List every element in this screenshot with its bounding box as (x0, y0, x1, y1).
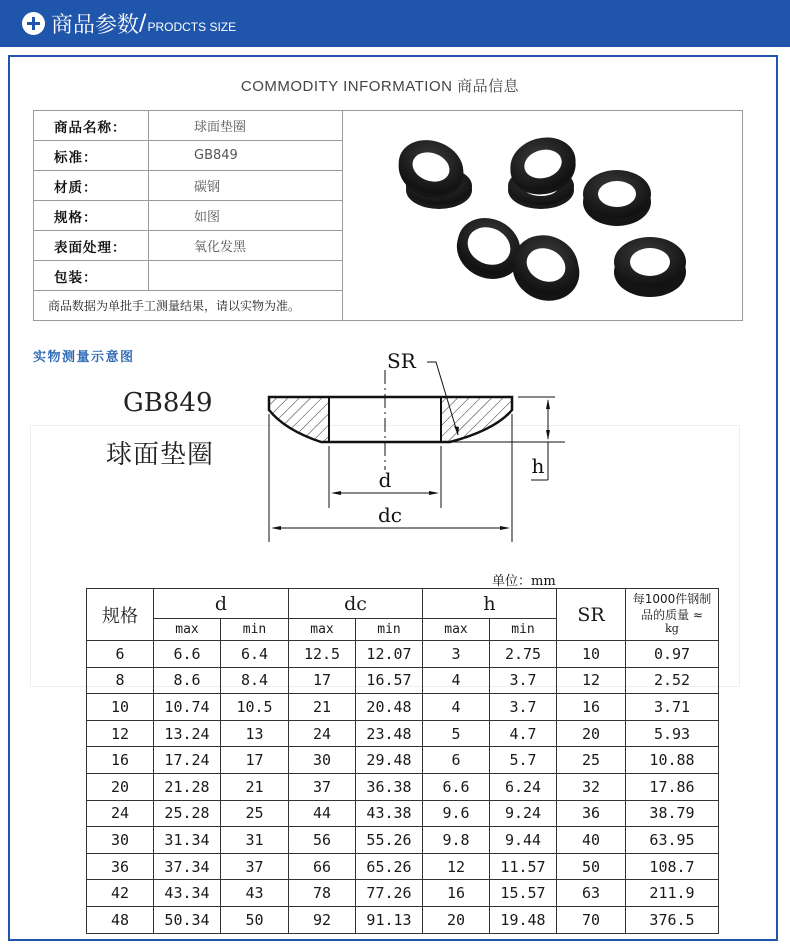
cell-dc-min: 16.57 (356, 667, 423, 694)
cell-dc-max: 56 (289, 827, 356, 854)
col-d-min: min (221, 619, 289, 641)
col-sr: SR (557, 589, 626, 641)
cell-sr: 63 (557, 880, 626, 907)
info-row (34, 111, 743, 141)
info-label: 规格： (34, 201, 149, 231)
cell-h-max: 3 (423, 641, 490, 668)
section-header (0, 0, 790, 47)
cell-h-max: 9.8 (423, 827, 490, 854)
table-row (87, 853, 719, 880)
cell-d-min: 37 (221, 853, 289, 880)
cell-d-min: 17 (221, 747, 289, 774)
cell-sr: 20 (557, 720, 626, 747)
dc-label: dc (377, 503, 403, 527)
col-h: h (423, 589, 557, 619)
cell-d-max: 43.34 (154, 880, 221, 907)
cell-mass: 211.9 (626, 880, 719, 907)
info-value: 氧化发黑 (149, 231, 343, 261)
table-row (87, 641, 719, 668)
cell-d-min: 31 (221, 827, 289, 854)
cell-sr: 70 (557, 906, 626, 933)
cell-d-min: 43 (221, 880, 289, 907)
product-photo-cell (343, 111, 743, 321)
info-value (149, 261, 343, 291)
cell-d-min: 10.5 (221, 694, 289, 721)
table-row (87, 827, 719, 854)
cell-h-min: 19.48 (490, 906, 557, 933)
info-value: 球面垫圈 (149, 111, 343, 141)
cell-spec: 6 (87, 641, 154, 668)
cell-d-max: 6.6 (154, 641, 221, 668)
mass-header-line2: 品的质量 ≈ (641, 608, 703, 622)
info-label: 标准： (34, 141, 149, 171)
cell-spec: 42 (87, 880, 154, 907)
cell-mass: 2.52 (626, 667, 719, 694)
cell-d-min: 21 (221, 773, 289, 800)
cell-h-min: 9.24 (490, 800, 557, 827)
cell-h-max: 6.6 (423, 773, 490, 800)
cell-sr: 16 (557, 694, 626, 721)
h-label: h (531, 454, 545, 478)
cell-d-max: 31.34 (154, 827, 221, 854)
cell-sr: 25 (557, 747, 626, 774)
standard-code: GB849 (123, 388, 213, 418)
cell-dc-max: 66 (289, 853, 356, 880)
table-row (87, 667, 719, 694)
cell-h-max: 4 (423, 667, 490, 694)
cell-mass: 63.95 (626, 827, 719, 854)
cell-dc-min: 91.13 (356, 906, 423, 933)
table-row (87, 906, 719, 933)
cell-dc-min: 65.26 (356, 853, 423, 880)
cell-dc-min: 12.07 (356, 641, 423, 668)
col-h-min: min (490, 619, 557, 641)
cell-mass: 0.97 (626, 641, 719, 668)
cell-dc-max: 44 (289, 800, 356, 827)
cell-d-min: 25 (221, 800, 289, 827)
info-label: 表面处理： (34, 231, 149, 261)
mass-unit: kg (665, 622, 679, 635)
cell-spec: 10 (87, 694, 154, 721)
cell-h-max: 4 (423, 694, 490, 721)
header-subtitle: PRODCTS SIZE (147, 19, 237, 34)
info-value: 如图 (149, 201, 343, 231)
info-value: GB849 (149, 141, 343, 171)
cell-mass: 38.79 (626, 800, 719, 827)
cell-dc-max: 92 (289, 906, 356, 933)
cell-spec: 24 (87, 800, 154, 827)
cell-spec: 48 (87, 906, 154, 933)
header-row (87, 589, 719, 619)
cell-d-max: 25.28 (154, 800, 221, 827)
cell-d-max: 13.24 (154, 720, 221, 747)
cell-dc-min: 77.26 (356, 880, 423, 907)
cell-h-min: 4.7 (490, 720, 557, 747)
cell-dc-min: 36.38 (356, 773, 423, 800)
cell-dc-max: 30 (289, 747, 356, 774)
mass-header-line1: 每1000件钢制 (632, 592, 712, 606)
cell-d-min: 6.4 (221, 641, 289, 668)
spec-table (86, 588, 719, 934)
cell-dc-min: 29.48 (356, 747, 423, 774)
cell-dc-max: 21 (289, 694, 356, 721)
cell-spec: 36 (87, 853, 154, 880)
cell-dc-max: 24 (289, 720, 356, 747)
washer-cross-section-diagram (255, 340, 565, 550)
unit-label: 单位：mm (492, 574, 556, 589)
cell-mass: 376.5 (626, 906, 719, 933)
col-dc: dc (289, 589, 423, 619)
cell-dc-min: 43.38 (356, 800, 423, 827)
cell-d-max: 50.34 (154, 906, 221, 933)
cell-sr: 36 (557, 800, 626, 827)
cell-h-min: 15.57 (490, 880, 557, 907)
cell-mass: 108.7 (626, 853, 719, 880)
cell-h-min: 9.44 (490, 827, 557, 854)
black-spherical-washers-photo (343, 112, 742, 320)
table-row (87, 694, 719, 721)
cell-sr: 40 (557, 827, 626, 854)
info-label: 包装： (34, 261, 149, 291)
table-row (87, 720, 719, 747)
cell-dc-max: 12.5 (289, 641, 356, 668)
section-label: 实物测量示意图 (33, 350, 135, 365)
cell-d-min: 8.4 (221, 667, 289, 694)
info-label: 材质： (34, 171, 149, 201)
col-mass (626, 589, 719, 641)
cell-dc-min: 23.48 (356, 720, 423, 747)
cell-h-max: 5 (423, 720, 490, 747)
cell-d-min: 50 (221, 906, 289, 933)
cell-dc-min: 20.48 (356, 694, 423, 721)
cell-dc-max: 78 (289, 880, 356, 907)
cell-d-max: 8.6 (154, 667, 221, 694)
cell-h-min: 2.75 (490, 641, 557, 668)
product-name-cn: 球面垫圈 (106, 440, 215, 470)
cell-mass: 5.93 (626, 720, 719, 747)
measurement-note: 商品数据为单批手工测量结果，请以实物为准。 (34, 291, 343, 321)
cell-d-max: 37.34 (154, 853, 221, 880)
cell-dc-max: 17 (289, 667, 356, 694)
cell-spec: 8 (87, 667, 154, 694)
sr-label: SR (387, 349, 416, 373)
col-spec: 规格 (87, 589, 154, 641)
cell-h-min: 11.57 (490, 853, 557, 880)
cell-mass: 3.71 (626, 694, 719, 721)
cell-mass: 10.88 (626, 747, 719, 774)
commodity-info-table (33, 110, 743, 321)
table-row (87, 747, 719, 774)
cell-h-min: 5.7 (490, 747, 557, 774)
table-row (87, 800, 719, 827)
cell-spec: 12 (87, 720, 154, 747)
col-dc-min: min (356, 619, 423, 641)
col-d: d (154, 589, 289, 619)
cell-sr: 10 (557, 641, 626, 668)
cell-h-max: 12 (423, 853, 490, 880)
header-separator: / (139, 11, 147, 36)
cell-spec: 30 (87, 827, 154, 854)
cell-sr: 50 (557, 853, 626, 880)
info-value: 碳钢 (149, 171, 343, 201)
cell-h-min: 3.7 (490, 694, 557, 721)
info-heading: COMMODITY INFORMATION 商品信息 (240, 78, 520, 95)
col-d-max: max (154, 619, 221, 641)
cell-d-max: 10.74 (154, 694, 221, 721)
d-label: d (378, 468, 392, 492)
cell-d-min: 13 (221, 720, 289, 747)
cell-spec: 16 (87, 747, 154, 774)
header-title: 商品参数 (51, 13, 140, 38)
plus-circle-icon (22, 12, 45, 35)
table-row (87, 773, 719, 800)
cell-dc-max: 37 (289, 773, 356, 800)
cell-h-min: 3.7 (490, 667, 557, 694)
cell-h-max: 9.6 (423, 800, 490, 827)
col-h-max: max (423, 619, 490, 641)
cell-h-max: 20 (423, 906, 490, 933)
cell-d-max: 21.28 (154, 773, 221, 800)
cell-h-min: 6.24 (490, 773, 557, 800)
info-label: 商品名称： (34, 111, 149, 141)
cell-sr: 32 (557, 773, 626, 800)
cell-mass: 17.86 (626, 773, 719, 800)
spec-table-body (87, 641, 719, 934)
cell-h-max: 16 (423, 880, 490, 907)
cell-h-max: 6 (423, 747, 490, 774)
col-dc-max: max (289, 619, 356, 641)
cell-dc-min: 55.26 (356, 827, 423, 854)
table-row (87, 880, 719, 907)
cell-sr: 12 (557, 667, 626, 694)
cell-spec: 20 (87, 773, 154, 800)
cell-d-max: 17.24 (154, 747, 221, 774)
